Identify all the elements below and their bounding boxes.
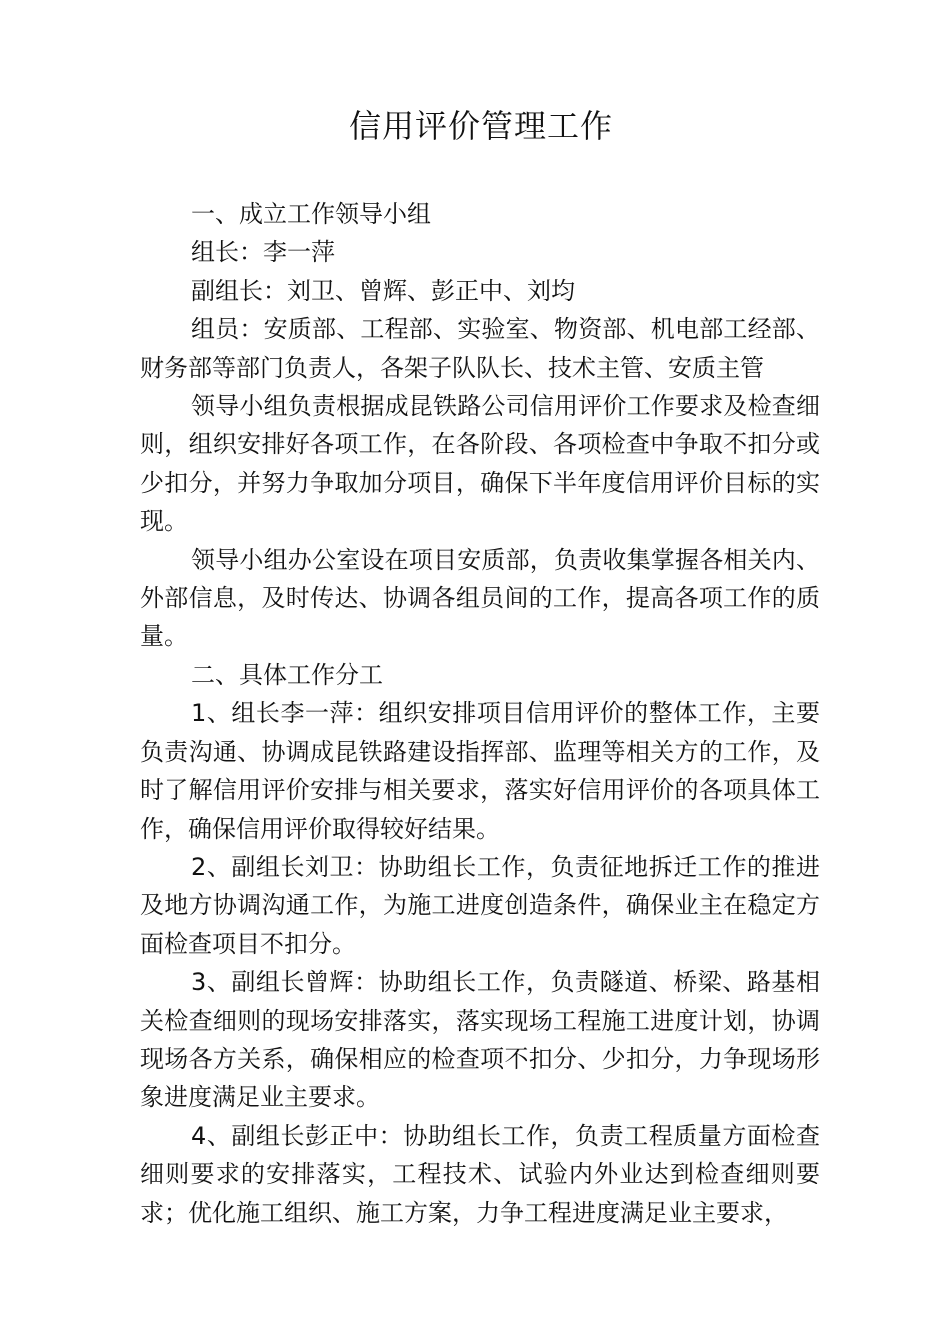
leadership-duty-paragraph: 领导小组负责根据成昆铁路公司信用评价工作要求及检查细则，组织安排好各项工作，在各阶段、各项检查中争取不扣分或少扣分，并努力争取加分项目，确保下半年度信用评价目标的实现。 (140, 392, 820, 536)
document-title: 信用评价管理工作 (348, 107, 613, 145)
duty-item-1: 1、组长李一萍：组织安排项目信用评价的整体工作，主要负责沟通、协调成昆铁路建设指挥部、监理等相关方的工作，及时了解信用评价安排与相关要求，落实好信用评价的各项具体工作，确保信用评价取得较好结果。 (140, 699, 820, 843)
group-leader-line: 组长：李一萍 (191, 238, 335, 267)
duty-item-4: 4、副组长彭正中：协助组长工作，负责工程质量方面检查细则要求的安排落实，工程技术、试验内外业达到检查细则要求；优化施工组织、施工方案，力争工程进度满足业主要求， (140, 1121, 820, 1227)
group-members-paragraph: 组员：安质部、工程部、实验室、物资部、机电部工经部、财务部等部门负责人，各架子队队长、技术主管、安质主管 (140, 315, 820, 382)
section-heading-leadership-group: 一、成立工作领导小组 (191, 200, 431, 228)
deputy-leaders-line: 副组长：刘卫、曾辉、彭正中、刘均 (191, 276, 575, 305)
duty-item-3: 3、副组长曾辉：协助组长工作，负责隧道、桥梁、路基相关检查细则的现场安排落实，落实现场工程施工进度计划，协调现场各方关系，确保相应的检查项不扣分、少扣分，力争现场形象进度满足业主要求。 (140, 968, 820, 1112)
section-heading-division-of-work: 二、具体工作分工 (191, 660, 383, 689)
duty-item-2: 2、副组长刘卫：协助组长工作，负责征地拆迁工作的推进及地方协调沟通工作，为施工进度创造条件，确保业主在稳定方面检查项目不扣分。 (140, 852, 820, 958)
document-body (140, 195, 820, 1232)
office-duty-paragraph: 领导小组办公室设在项目安质部，负责收集掌握各相关内、外部信息，及时传达、协调各组员间的工作，提高各项工作的质量。 (140, 545, 820, 651)
